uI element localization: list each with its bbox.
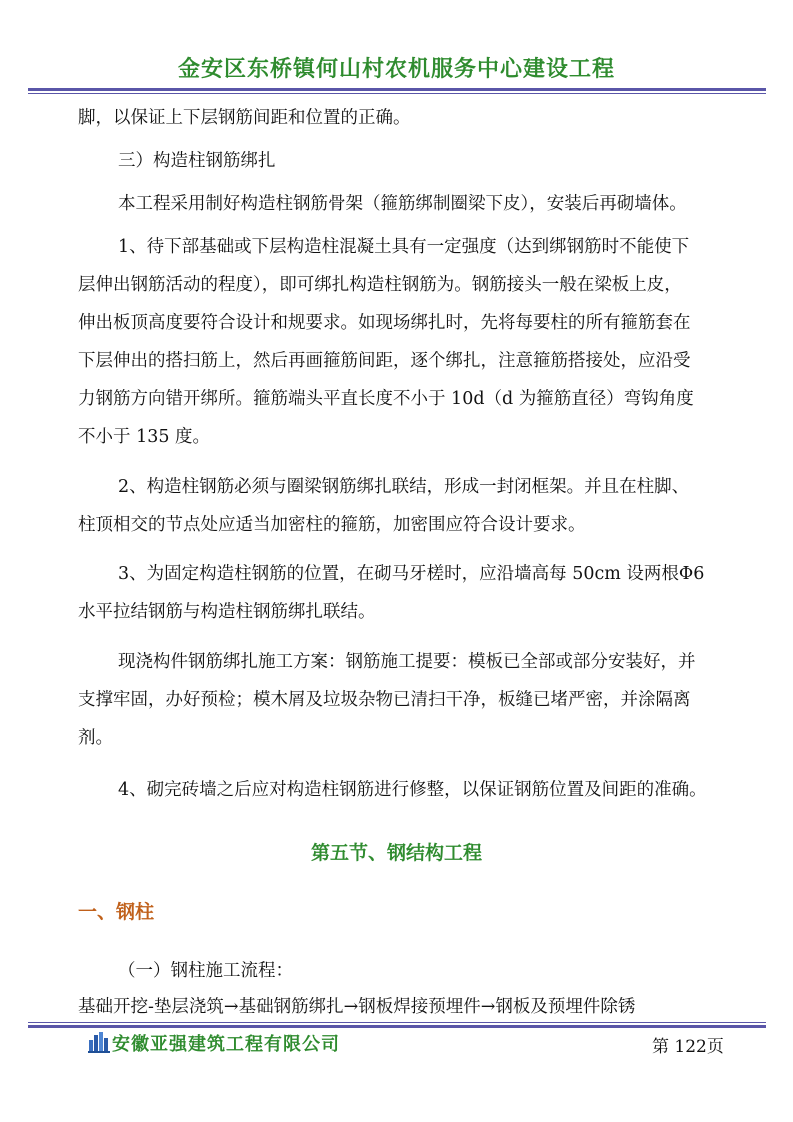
paragraph-line: 脚，以保证上下层钢筋间距和位置的正确。 bbox=[78, 108, 411, 128]
paragraph-line: 2、构造柱钢筋必须与圈梁钢筋绑扎联结，形成一封闭框架。并且在柱脚、 bbox=[118, 477, 690, 497]
paragraph-line: 层伸出钢筋活动的程度），即可绑扎构造柱钢筋为。钢筋接头一般在梁板上皮， bbox=[78, 275, 682, 295]
footer-rule-thin bbox=[28, 1022, 766, 1023]
header-rule-thick bbox=[28, 88, 766, 91]
subsection-heading: 一、钢柱 bbox=[78, 901, 155, 923]
paragraph-line: 现浇构件钢筋绑扎施工方案：钢筋施工提要：模板已全部或部分安装好，并 bbox=[118, 652, 696, 672]
company-name: 安徽亚强建筑工程有限公司 bbox=[112, 1034, 340, 1055]
paragraph-line: 三）构造柱钢筋绑扎 bbox=[118, 151, 276, 171]
paragraph-line: 4、砌完砖墙之后应对构造柱钢筋进行修整，以保证钢筋位置及间距的准确。 bbox=[118, 780, 707, 800]
building-logo-icon bbox=[88, 1031, 110, 1053]
item-heading: （一）钢柱施工流程： bbox=[118, 961, 293, 981]
paragraph-line: 不小于 135 度。 bbox=[78, 427, 211, 447]
flow-line: 基础开挖-垫层浇筑→基础钢筋绑扎→钢板焊接预埋件→钢板及预埋件除锈 bbox=[78, 997, 636, 1017]
header-title: 金安区东桥镇何山村农机服务中心建设工程 bbox=[177, 57, 615, 82]
section-heading: 第五节、钢结构工程 bbox=[310, 842, 482, 864]
header-rule-thin bbox=[28, 93, 766, 94]
paragraph-line: 本工程采用制好构造柱钢筋骨架（箍筋绑制圈梁下皮），安装后再砌墙体。 bbox=[118, 194, 687, 214]
paragraph-line: 3、为固定构造柱钢筋的位置，在砌马牙槎时，应沿墙高每 50cm 设两根Φ6 bbox=[118, 564, 705, 584]
paragraph-line: 柱顶相交的节点处应适当加密柱的箍筋，加密围应符合设计要求。 bbox=[78, 515, 586, 535]
paragraph-line: 力钢筋方向错开绑所。箍筋端头平直长度不小于 10d（d 为箍筋直径）弯钩角度 bbox=[78, 389, 694, 409]
paragraph-line: 1、待下部基础或下层构造柱混凝土具有一定强度（达到绑钢筋时不能使下 bbox=[118, 237, 690, 257]
paragraph-line: 下层伸出的搭扫筋上，然后再画箍筋间距，逐个绑扎，注意箍筋搭接处，应沿受 bbox=[78, 351, 691, 371]
paragraph-line: 剂。 bbox=[78, 728, 113, 748]
paragraph-line: 伸出板顶高度要符合设计和规要求。如现场绑扎时，先将每要柱的所有箍筋套在 bbox=[78, 313, 691, 333]
page-number: 第 122页 bbox=[652, 1037, 724, 1057]
paragraph-line: 支撑牢固，办好预检；模木屑及垃圾杂物已清扫干净，板缝已堵严密，并涂隔离 bbox=[78, 690, 691, 710]
footer-rule-thick bbox=[28, 1025, 766, 1028]
paragraph-line: 水平拉结钢筋与构造柱钢筋绑扎联结。 bbox=[78, 602, 376, 622]
